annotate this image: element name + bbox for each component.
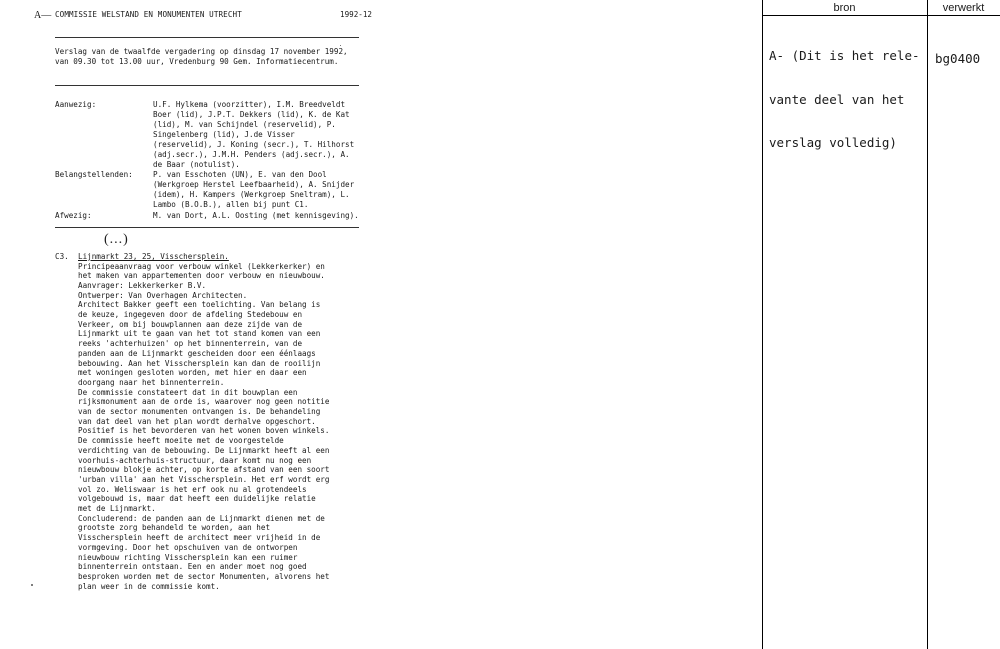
body-line: rijksmonument aan de orde is, waarover nog geen notitie xyxy=(78,397,330,407)
body-line: verdichting van de bebouwing. De Lijnmarkt heeft al een xyxy=(78,445,330,455)
scan-speck xyxy=(31,584,33,586)
afwezig-line: M. van Dort, A.L. Oosting (met kennisgeving). xyxy=(153,211,359,220)
body-line: Ontwerper: Van Overhagen Architecten. xyxy=(78,290,248,300)
bron-line: A- (Dit is het rele- xyxy=(769,48,920,63)
table-border-left xyxy=(762,0,763,649)
belangstellenden-line: (Werkgroep Herstel Leefbaarheid), A. Snijder xyxy=(153,180,355,189)
body-line: plan weer in de commissie komt. xyxy=(78,581,220,591)
body-line: vol zo. Weliswaar is het erf ook nu al grotendeels xyxy=(78,484,307,494)
body-line: nieuwbouw richting Visschersplein kan een ruimer xyxy=(78,552,298,562)
belangstellenden-label: Belangstellenden: xyxy=(55,170,133,179)
body-line: binnenterrein ontstaan. Een en ander moet nog goed xyxy=(78,562,307,572)
document-title: COMMISSIE WELSTAND EN MONUMENTEN UTRECHT xyxy=(55,10,242,19)
body-line: Verkeer, om bij bouwplannen aan deze zijde van de xyxy=(78,319,303,329)
body-line: doorgang naar het binnenterrein. xyxy=(78,377,225,387)
body-line: reeks 'achterhuizen' op het binnenterrein, van de xyxy=(78,339,303,349)
column-header-bron: bron xyxy=(833,2,856,14)
aanwezig-label: Aanwezig: xyxy=(55,100,97,109)
body-line: met de Lijnmarkt. xyxy=(78,504,156,514)
body-line: De commissie constateert dat in dit bouwplan een xyxy=(78,387,298,397)
bron-line: verslag volledig) xyxy=(769,135,897,150)
bron-line: vante deel van het xyxy=(769,91,905,107)
aanwezig-line: (adj.secr.), J.M.H. Penders (adj.secr.), A. xyxy=(153,150,350,159)
agenda-item-body xyxy=(78,262,329,592)
belangstellenden-list xyxy=(153,170,354,210)
omission-ellipsis: (...) xyxy=(104,232,129,247)
body-line: volgebouwd is, maar dat heeft een duidelijke relatie xyxy=(78,494,316,504)
body-line: nieuwbouw blokje achter, op korte afstand van een soort xyxy=(78,465,330,475)
aanwezig-line: (reservelid), J. Koning (secr.), T. Hilhorst xyxy=(153,140,355,149)
body-line: panden aan de Lijnmarkt gescheiden door een éénlaags xyxy=(78,348,316,358)
body-line: voorhuis-achterhuis-structuur, daar komt nu nog een xyxy=(78,455,312,465)
body-line: besproken worden met de sector Monumenten, alvorens het xyxy=(78,572,330,581)
body-line: het maken van appartementen door verbouw en nieuwbouw. xyxy=(78,271,325,281)
body-line: Concluderend: de panden aan de Lijnmarkt dienen met de xyxy=(78,513,325,523)
body-line: De commissie heeft moeite met de voorgestelde xyxy=(78,436,284,446)
review-table xyxy=(762,0,1000,649)
body-line: Architect Bakker geeft een toelichting. Van belang is xyxy=(78,300,321,310)
table-column-divider xyxy=(927,0,928,649)
aanwezig-line: de Baar (notulist). xyxy=(153,160,240,169)
meeting-info xyxy=(55,47,348,67)
body-line: vormgeving. Door het opschuiven van de ontworpen xyxy=(78,542,298,552)
body-line: Lijnmarkt uit te gaan van het tot stand komen van een xyxy=(78,329,321,339)
body-line: bebouwing. Aan het Visschersplein kan dan de rooilijn xyxy=(78,358,321,368)
body-line: van dat deel van het plan wordt derhalve opgeschort. xyxy=(78,416,316,426)
aanwezig-line: (lid), M. van Schijndel (reservelid), P. xyxy=(153,120,336,129)
belangstellenden-line: P. van Esschoten (UN), E. van den Dool xyxy=(153,170,327,179)
document-prefix: A— xyxy=(34,10,52,21)
aanwezig-list xyxy=(153,100,354,170)
agenda-item-code: C3. xyxy=(55,252,69,261)
body-line: 'urban villa' aan het Visschersplein. Het erf wordt erg xyxy=(78,474,330,484)
divider-middle xyxy=(55,85,359,86)
divider-bottom xyxy=(55,227,359,228)
body-line: Aanvrager: Lekkerkerker B.V. xyxy=(78,280,207,290)
body-line: met woningen gesloten worden, met hier en daar een xyxy=(78,368,307,378)
belangstellenden-line: (idem), H. Kampers (Werkgroep Sneltram), L. xyxy=(153,190,350,199)
meeting-line: Verslag van de twaalfde vergadering op dinsdag 17 november 1992, xyxy=(55,47,348,56)
table-header-divider xyxy=(762,15,1000,16)
belangstellenden-line: Lambo (B.O.B.), allen bij punt C1. xyxy=(153,200,309,209)
column-header-verwerkt: verwerkt xyxy=(942,2,985,14)
aanwezig-line: U.F. Hylkema (voorzitter), I.M. Breedveldt xyxy=(153,100,346,109)
aanwezig-line: Boer (lid), J.P.T. Dekkers (lid), K. de Kat xyxy=(153,110,350,119)
bron-cell xyxy=(769,20,920,180)
body-line: grootste zorg behandeld te worden, aan het xyxy=(78,523,271,533)
meeting-line: van 09.30 tot 13.00 uur, Vredenburg 90 Gem. Informatiecentrum. xyxy=(55,57,339,67)
afwezig-list xyxy=(153,211,359,221)
body-line: de keuze, ingegeven door de afdeling Stedebouw en xyxy=(78,310,303,320)
aanwezig-line: Singelenberg (lid), J.de Visser xyxy=(153,130,295,139)
body-line: Positief is het bevorderen van het wonen boven winkels. xyxy=(78,426,330,436)
body-line: Principeaanvraag voor verbouw winkel (Lekkerkerker) en xyxy=(78,261,325,271)
body-line: van de sector monumenten ontvangen is. De behandeling xyxy=(78,407,321,417)
verwerkt-cell: bg0400 xyxy=(935,51,981,66)
agenda-item-title: Lijnmarkt 23, 25, Visschersplein. xyxy=(78,252,229,261)
afwezig-label: Afwezig: xyxy=(55,211,92,220)
scan-speck xyxy=(340,45,341,46)
body-line: Visschersplein heeft de architect meer vrijheid in de xyxy=(78,533,321,543)
divider-top xyxy=(55,37,359,38)
document-code: 1992-12 xyxy=(340,10,373,19)
